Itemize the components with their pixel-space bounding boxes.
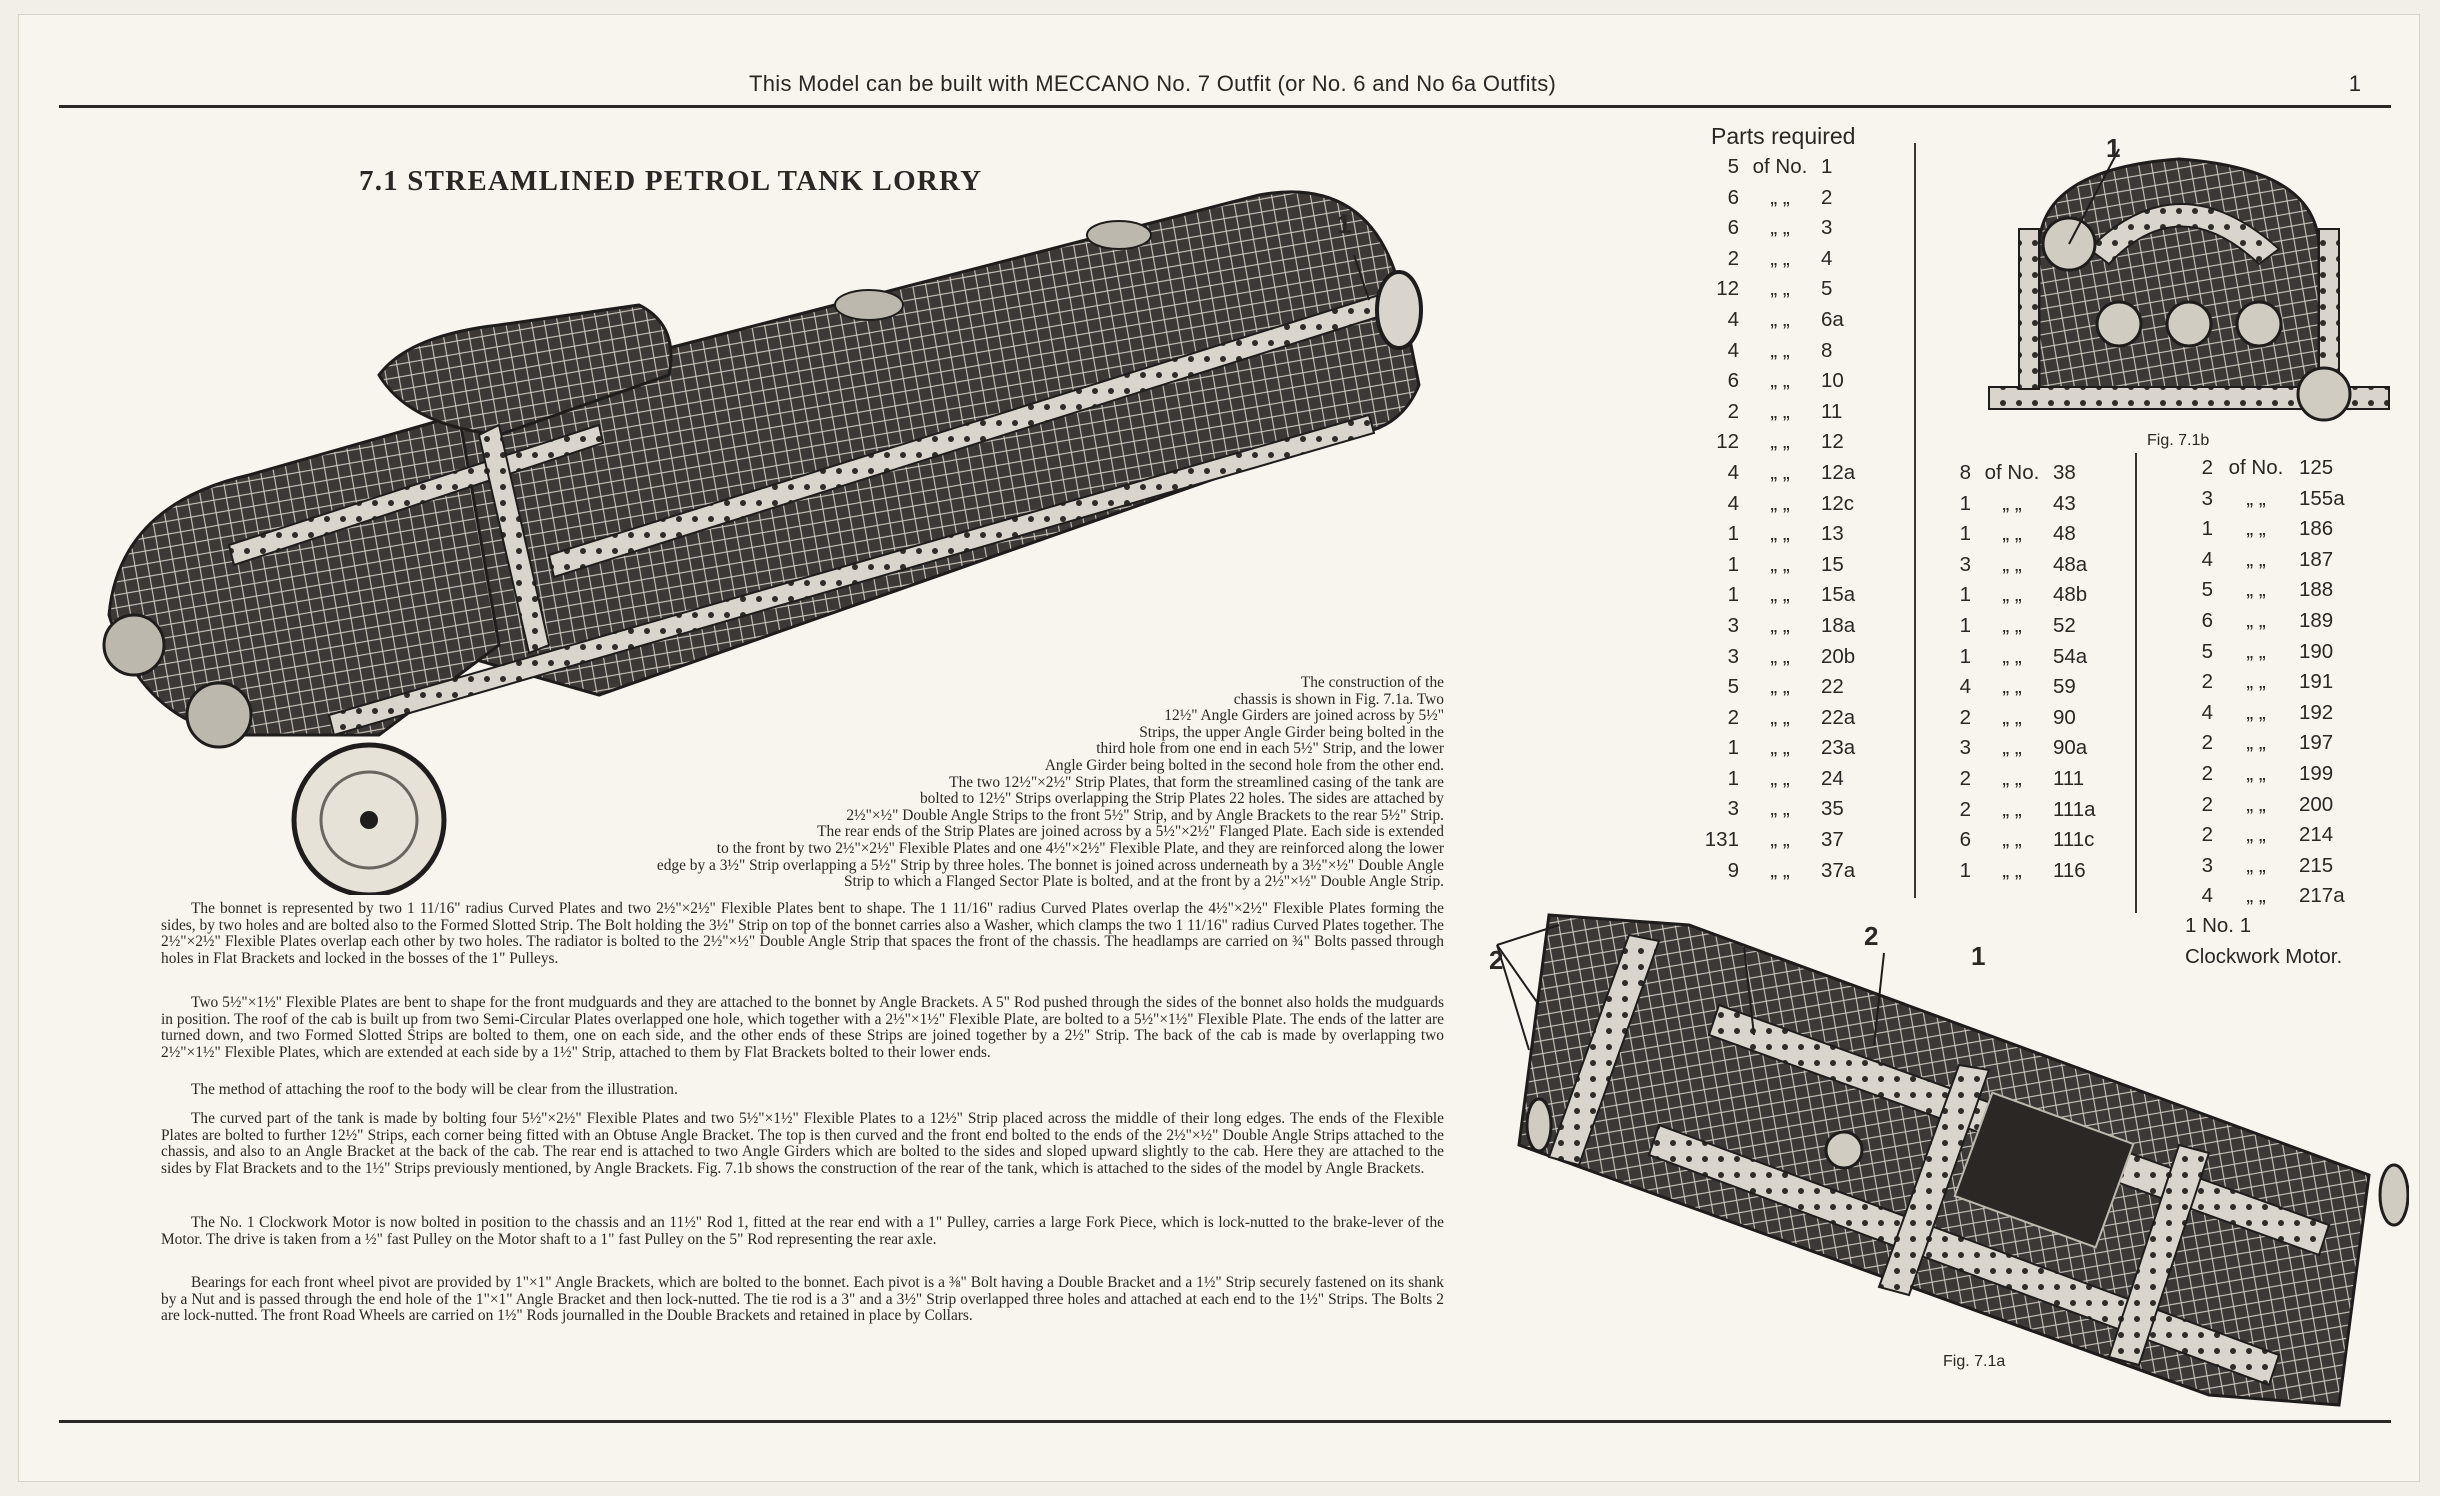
part-number: 5 [1821,277,1833,301]
part-quantity: 3 [1959,552,1971,576]
parts-row [1699,764,1855,795]
part-of-label: „ „ [2002,675,2022,699]
part-number: 2 [1821,185,1833,209]
part-quantity: 4 [1959,675,1971,699]
part-quantity: 1 [1959,613,1971,637]
part-of-label: „ „ [2246,792,2266,816]
parts-row [1937,550,2096,581]
part-of-label: of No. [2228,456,2284,479]
parts-row [1699,825,1855,856]
part-of-label: „ „ [1770,705,1790,729]
parts-row [1699,458,1855,489]
part-of-label: „ „ [1770,613,1790,637]
parts-row [2179,820,2345,851]
part-quantity: 5 [2201,578,2213,602]
part-number: 111c [2053,828,2095,852]
intro-line: The rear ends of the Strip Plates are joined across by a 5½"×2½" Flanged Plate. Each side is extended [817,823,1444,841]
intro-line: The construction of the [1300,674,1444,691]
part-of-label: „ „ [2246,639,2266,663]
parts-row [1699,794,1855,825]
parts-row [1699,274,1855,305]
part-of-label: „ „ [1770,644,1790,668]
parts-row [2179,698,2345,729]
parts-row [1699,244,1855,275]
fig-7-1a-illustration [1489,895,2409,1415]
part-number: 189 [2299,608,2334,632]
part-of-label: „ „ [2246,517,2266,541]
part-number: 6a [1821,307,1844,331]
part-number: 15 [1821,552,1844,576]
part-of-label: „ „ [1770,399,1790,423]
part-of-label: „ „ [1770,185,1790,209]
parts-row [1699,611,1855,642]
part-number: 1 [1821,155,1833,178]
part-of-label: of No. [1752,155,1808,178]
part-quantity: 2 [2201,731,2213,755]
fig-7-1b-caption: Fig. 7.1b [2147,432,2210,449]
part-of-label: „ „ [2002,766,2022,790]
part-quantity: 12 [1716,430,1739,454]
part-quantity: 8 [1959,461,1971,484]
intro-text [539,675,1444,891]
part-number: 37a [1821,858,1856,882]
part-of-label: „ „ [1770,460,1790,484]
part-of-label: „ „ [2246,670,2266,694]
part-number: 12 [1821,430,1844,454]
part-quantity: 6 [1727,216,1739,240]
fig-7-1b-illustration [1979,139,2399,429]
parts-row [2179,728,2345,759]
part-quantity: 6 [2201,608,2213,632]
part-quantity: 1 [1727,583,1739,607]
part-quantity: 5 [1727,155,1739,178]
part-of-label: „ „ [1770,766,1790,790]
part-quantity: 12 [1716,277,1739,301]
parts-row [1699,366,1855,397]
part-quantity: 3 [2201,853,2213,877]
part-quantity: 1 [1727,766,1739,790]
part-number: 18a [1821,613,1856,637]
intro-line: Angle Girder being bolted in the second hole from the other end. [1044,756,1444,774]
intro-line: Strips, the upper Angle Girder being bolted in the [1139,723,1444,741]
part-quantity: 3 [1727,797,1739,821]
part-quantity: 2 [1959,705,1971,729]
part-of-label: „ „ [2002,736,2022,760]
parts-row [1937,611,2096,642]
parts-row [2179,851,2345,882]
part-quantity: 1 [1727,522,1739,546]
parts-heading: Parts required [1711,123,1856,149]
part-of-label: „ „ [2246,884,2266,908]
part-of-label: „ „ [2002,644,2022,668]
intro-line: 12½" Angle Girders are joined across by 5½" [1164,707,1444,725]
part-of-label: „ „ [1770,736,1790,760]
part-of-label: „ „ [2246,578,2266,602]
part-number: 90 [2053,705,2076,729]
parts-row [1937,580,2096,611]
part-quantity: 4 [2201,884,2213,908]
parts-row [1699,550,1855,581]
part-number: 90a [2053,736,2088,760]
parts-row [2179,453,2345,484]
fig-7-1a-caption: Fig. 7.1a [1943,1353,2006,1370]
part-of-label: „ „ [1770,277,1790,301]
part-quantity: 2 [2201,823,2213,847]
part-quantity: 1 [1959,644,1971,668]
parts-row [2179,606,2345,637]
part-quantity: 6 [1727,369,1739,393]
part-of-label: „ „ [1770,828,1790,852]
part-number: 188 [2299,578,2334,602]
header-text: This Model can be built with MECCANO No. 7 Outfit (or No. 6 and No 6a Outfits) [749,71,1557,96]
part-number: 190 [2299,639,2334,663]
intro-line: 2½"×½" Double Angle Strips to the front 5½" Strip, and by Angle Brackets to the rear 5½" Strip. [846,806,1444,824]
parts-row [1937,703,2096,734]
parts-divider [2135,453,2137,913]
part-of-label: „ „ [2246,700,2266,724]
part-of-label: „ „ [2246,761,2266,785]
part-number: 111 [2053,766,2085,790]
part-number: 4 [1821,246,1833,270]
part-number: 8 [1821,338,1833,362]
intro-line: to the front by two 2½"×2½" Flexible Plates and one 4½"×2½" Flexible Plate, and they are reinforced along the lower [716,839,1444,857]
intro-line: Strip to which a Flanged Sector Plate is bolted, and at the front by a 2½"×½" Double Angle Strip. [843,873,1444,891]
parts-row [1937,795,2096,826]
parts-column-2 [1937,458,2096,886]
parts-row [1699,183,1855,214]
parts-row [2179,667,2345,698]
part-quantity: 2 [2201,761,2213,785]
part-number: 12a [1821,460,1856,484]
part-of-label: „ „ [1770,369,1790,393]
part-number: 187 [2299,547,2334,571]
parts-row [1937,458,2096,489]
parts-row [1699,152,1855,183]
part-number: 37 [1821,828,1844,852]
part-of-label: „ „ [2246,731,2266,755]
part-number: 192 [2299,700,2334,724]
part-quantity: 2 [1727,399,1739,423]
part-quantity: 2 [1727,246,1739,270]
parts-note: 1 No. 1 Clockwork Motor. [2185,914,2343,968]
part-number: 214 [2299,823,2334,847]
part-number: 197 [2299,731,2334,755]
part-quantity: 1 [1727,552,1739,576]
part-of-label: „ „ [1770,430,1790,454]
part-quantity: 9 [1727,858,1739,882]
part-quantity: 3 [1959,736,1971,760]
part-number: 10 [1821,369,1844,393]
part-of-label: „ „ [2002,583,2022,607]
parts-row [1699,305,1855,336]
parts-row [2179,514,2345,545]
part-number: 22 [1821,675,1844,699]
part-quantity: 1 [1959,583,1971,607]
parts-row [1937,764,2096,795]
part-of-label: „ „ [2002,491,2022,515]
part-quantity: 3 [1727,613,1739,637]
intro-line: chassis is shown in Fig. 7.1a. Two [1233,690,1444,708]
part-quantity: 1 [1959,522,1971,546]
part-of-label: „ „ [2002,522,2022,546]
callout-fig-b-1: 1 [2106,133,2121,163]
part-of-label: „ „ [2246,547,2266,571]
parts-row [1699,427,1855,458]
part-number: 48a [2053,552,2088,576]
model-title: 7.1 STREAMLINED PETROL TANK LORRY [359,165,983,197]
part-quantity: 4 [2201,700,2213,724]
part-quantity: 2 [1727,705,1739,729]
part-number: 3 [1821,216,1833,240]
paragraph-bonnet: The bonnet is represented by two 1 11/16" radius Curved Plates and two 2½"×2½" Flexible Plates bent to shape. The 1 11/16" radius Curved Plates overlap the 4½"×2½" Flexible Plates forming the sides, by two holes and are bolted also to the Formed Slotted Strip. The Bolt holding the 3½" Strip on top of the bonnet carries also a Washer, which clamps the two 1 11/16" radius Curved Plates together. The 2½"×2½" Flexible Plates overlap each other by two holes. The radiator is bolted to the 2½"×½" Double Angle Strip that spaces the front of the chassis. The headlamps are carried on ¾" Bolts passed through holes in Flat Brackets and locked in the bosses of the 1" Pulleys. [161,900,1444,967]
part-number: 59 [2053,675,2076,699]
paragraph-motor: The No. 1 Clockwork Motor is now bolted in position to the chassis and an 11½" Rod 1, fitted at the rear end with a 1" Pulley, carries a large Fork Piece, which is lock-nutted to the brake-lever of the Motor. The drive is taken from a ½" fast Pulley on the Motor shaft to a 1" fast Pulley on the 5" Rod representing the rear axle. [161,1214,1444,1248]
part-of-label: „ „ [2002,705,2022,729]
parts-row [1937,733,2096,764]
part-quantity: 6 [1959,828,1971,852]
parts-row [1699,672,1855,703]
part-quantity: 3 [1727,644,1739,668]
part-number: 12c [1821,491,1855,515]
parts-row [2179,545,2345,576]
part-of-label: „ „ [1770,491,1790,515]
parts-row [1699,336,1855,367]
part-of-label: „ „ [1770,858,1790,882]
part-number: 191 [2299,670,2334,694]
intro-line: edge by a 3½" Strip overlapping a 5½" Strip by three holes. The bonnet is joined across underneath by a 3½"×½" Double Angle [656,856,1444,874]
part-number: 155a [2299,486,2345,510]
part-quantity: 131 [1704,828,1739,852]
part-of-label: „ „ [1770,246,1790,270]
paragraph-roof: The method of attaching the roof to the body will be clear from the illustration. [191,1081,678,1098]
part-number: 48 [2053,522,2076,546]
parts-row [1699,397,1855,428]
parts-column-3 [2179,453,2345,912]
part-of-label: „ „ [2002,797,2022,821]
part-number: 38 [2053,461,2076,484]
parts-row [1937,642,2096,673]
parts-row [2179,484,2345,515]
page-number: 1 [2348,71,2361,96]
parts-row [1937,489,2096,520]
part-number: 48b [2053,583,2088,607]
parts-row [1699,856,1855,887]
part-number: 217a [2299,884,2345,908]
part-of-label: „ „ [2002,613,2022,637]
parts-row [1937,825,2096,856]
part-quantity: 4 [1727,460,1739,484]
part-of-label: „ „ [2002,552,2022,576]
part-number: 24 [1821,766,1844,790]
part-number: 111a [2053,797,2096,821]
part-of-label: „ „ [2246,486,2266,510]
parts-row [1699,642,1855,673]
part-of-label: „ „ [2246,608,2266,632]
part-of-label: „ „ [1770,675,1790,699]
footer-rule [59,1420,2391,1423]
manual-page [18,14,2420,1482]
parts-row [2179,759,2345,790]
intro-line: bolted to 12½" Strips overlapping the Strip Plates 22 holes. The sides are attached by [919,790,1444,808]
part-quantity: 2 [1959,766,1971,790]
intro-line: third hole from one end in each 5½" Strip, and the lower [1096,740,1444,758]
part-number: 23a [1821,736,1856,760]
part-quantity: 1 [1727,736,1739,760]
part-quantity: 5 [1727,675,1739,699]
part-number: 215 [2299,853,2334,877]
part-number: 54a [2053,644,2088,668]
part-number: 199 [2299,761,2334,785]
part-of-label: „ „ [1770,797,1790,821]
part-of-label: „ „ [2246,823,2266,847]
header-rule [59,105,2391,108]
part-number: 125 [2299,456,2334,479]
part-number: 11 [1821,399,1843,423]
part-quantity: 1 [1959,858,1971,882]
parts-row [1699,733,1855,764]
parts-row [2179,575,2345,606]
parts-column-1 [1699,152,1855,886]
paragraph-steering: Bearings for each front wheel pivot are provided by 1"×1" Angle Brackets, which are bolted to the bonnet. Each pivot is a ⅜" Bolt having a Double Bracket and a 1½" Strip securely fastened on its shank by a Nut and is passed through the end hole of the 1"×1" Angle Bracket and then lock-nutted. The tie rod is a 3" and a 3½" Strip overlapped three holes and attached at each end to the 1½" Strips. The Bolts 2 are lock-nutted. The front Road Wheels are carried on 1½" Rods journalled in the Double Brackets and retained in place by Collars. [161,1274,1444,1325]
part-quantity: 2 [2201,792,2213,816]
part-number: 22a [1821,705,1856,729]
paragraph-tank: The curved part of the tank is made by bolting four 5½"×2½" Flexible Plates and two 5½"×1½" Flexible Plates to a 12½" Strip placed across the middle of their long edges. The ends of the Flexible Plates are bolted to further 12½" Strips, each corner being fitted with an Obtuse Angle Bracket. The top is then curved and the front end bolted to the ends of the 2½"×½" Double Angle Strips attached to the chassis, and also to an Angle Bracket at the back of the cab. The rear end is attached to two Angle Girders which are bolted to the sides and sloped upward slightly to the cab. Here they are attached to the sides by Flat Brackets and to the 1½" Strips previously mentioned, by Angle Brackets. Fig. 7.1b shows the construction of the rear of the tank, which is attached to the sides of the model by Angle Brackets. [161,1110,1444,1177]
part-number: 20b [1821,644,1856,668]
part-of-label: „ „ [1770,307,1790,331]
part-quantity: 1 [2201,517,2213,541]
part-number: 52 [2053,613,2076,637]
part-number: 43 [2053,491,2076,515]
part-quantity: 6 [1727,185,1739,209]
part-quantity: 3 [2201,486,2213,510]
parts-row [1699,703,1855,734]
intro-line: The two 12½"×2½" Strip Plates, that form the streamlined casing of the tank are [949,773,1444,791]
parts-row [1699,489,1855,520]
parts-row [2179,637,2345,668]
part-number: 15a [1821,583,1856,607]
callout-fig-a-2-left: 2 [1489,945,1504,975]
part-of-label: „ „ [1770,216,1790,240]
part-quantity: 4 [2201,547,2213,571]
part-of-label: of No. [1984,461,2040,484]
parts-divider [1914,143,1916,898]
callout-rod-1: 1 [1337,209,1352,239]
part-of-label: „ „ [2002,858,2022,882]
parts-row [1699,519,1855,550]
part-of-label: „ „ [1770,552,1790,576]
part-quantity: 4 [1727,307,1739,331]
part-quantity: 5 [2201,639,2213,663]
parts-row [2179,790,2345,821]
part-quantity: 4 [1727,338,1739,362]
callout-fig-a-1: 1 [1971,941,1986,971]
parts-row [1699,213,1855,244]
part-quantity: 1 [1959,491,1971,515]
parts-row [1937,856,2096,887]
part-of-label: „ „ [1770,338,1790,362]
part-quantity: 4 [1727,491,1739,515]
part-quantity: 2 [2201,670,2213,694]
paragraph-mudguards-cab: Two 5½"×1½" Flexible Plates are bent to shape for the front mudguards and they are attached to the bonnet by Angle Brackets. A 5" Rod pushed through the sides of the bonnet also holds the mudguards in position. The roof of the cab is built up from two Semi-Circular Plates overlapped one hole, which together with a 2½"×1½" Flexible Plate, are bolted to a 5½"×1½" Flexible Plate. The ends of the latter are turned down, and two Formed Slotted Strips are bolted to them, one on each side, and the other ends of these Strips are joined together by a 2½" Strip. The back of the cab is made by overlapping two 2½"×1½" Flexible Plates, which are extended at each side by a 1½" Strip, attached to them by Flat Brackets bolted to their lower ends. [161,994,1444,1061]
part-of-label: „ „ [1770,522,1790,546]
part-of-label: „ „ [2246,853,2266,877]
parts-row [1937,672,2096,703]
parts-row [1937,519,2096,550]
part-quantity: 2 [1959,797,1971,821]
part-number: 200 [2299,792,2334,816]
parts-row [1699,580,1855,611]
part-number: 116 [2053,858,2086,882]
part-number: 13 [1821,522,1844,546]
part-of-label: „ „ [1770,583,1790,607]
part-number: 35 [1821,797,1844,821]
part-number: 186 [2299,517,2334,541]
part-quantity: 2 [2201,456,2213,479]
part-of-label: „ „ [2002,828,2022,852]
callout-fig-a-2: 2 [1864,921,1879,951]
